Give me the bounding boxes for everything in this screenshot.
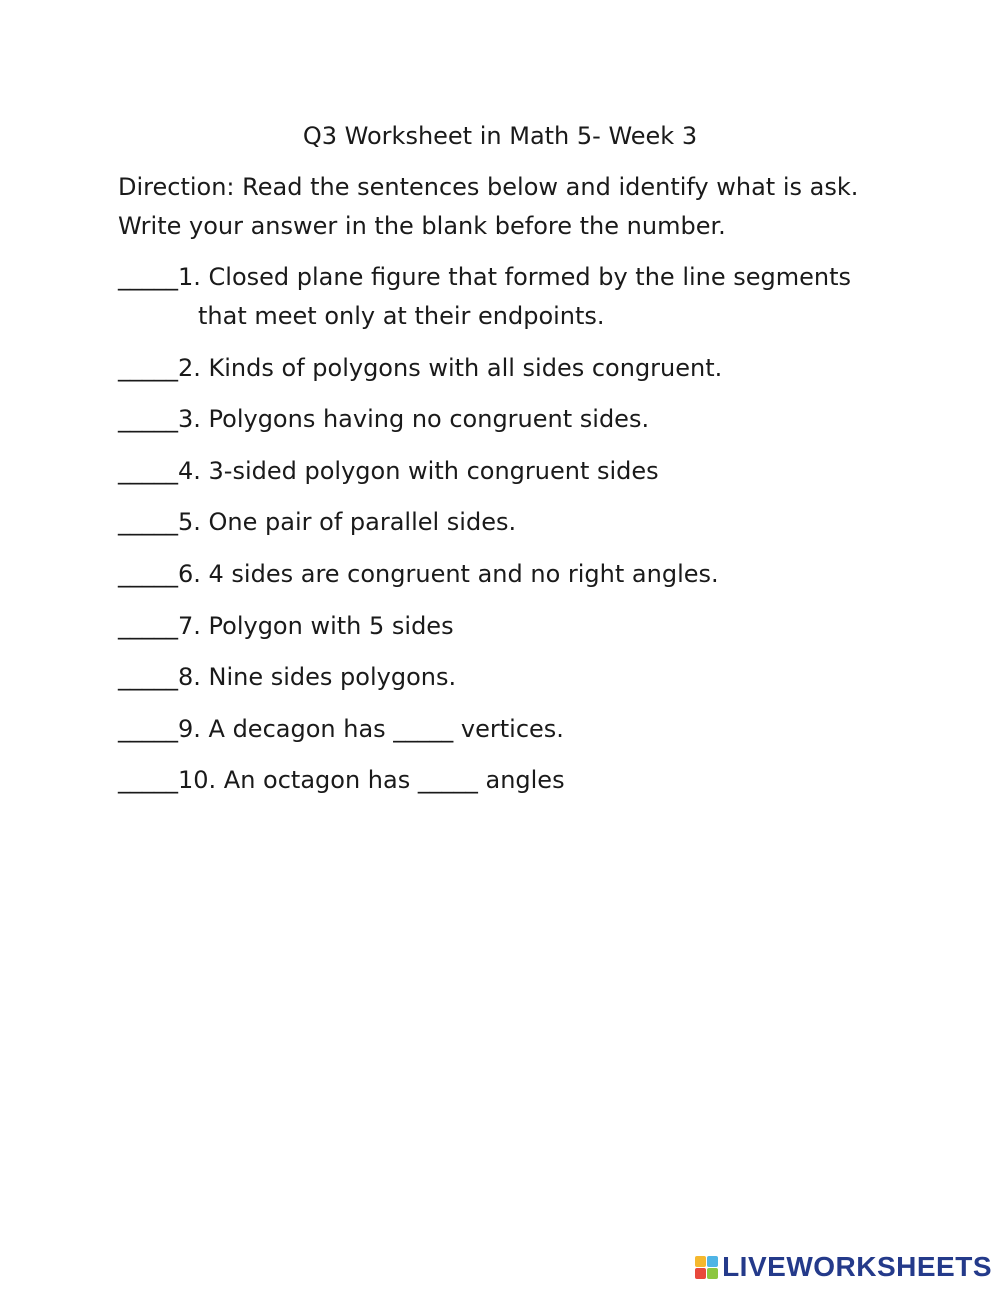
- directions-line-2: Write your answer in the blank before the number.: [118, 212, 726, 240]
- directions: [118, 168, 938, 246]
- question-text: _____1. Closed plane figure that formed by the line segments: [118, 263, 852, 291]
- question-text: _____8. Nine sides polygons.: [118, 663, 457, 692]
- question-5: [118, 503, 938, 542]
- question-text: _____5. One pair of parallel sides.: [118, 508, 517, 537]
- logo-text: LIVEWORKSHEETS: [722, 1251, 992, 1282]
- logo-block: [707, 1268, 718, 1279]
- directions-line-1: Direction: Read the sentences below and identify what is ask.: [118, 173, 859, 201]
- logo-block: [695, 1268, 706, 1279]
- question-1: [118, 258, 938, 336]
- page-title: Q3 Worksheet in Math 5- Week 3: [302, 122, 698, 150]
- question-6: [118, 555, 938, 594]
- question-9: [118, 710, 938, 749]
- question-10: [118, 761, 938, 800]
- question-text: _____2. Kinds of polygons with all sides congruent.: [118, 353, 723, 382]
- logo-blocks-icon: [695, 1256, 718, 1279]
- question-4: [118, 452, 938, 491]
- question-text: _____4. 3-sided polygon with congruent sides: [118, 456, 659, 485]
- logo-block: [707, 1256, 718, 1267]
- logo-block: [695, 1256, 706, 1267]
- question-continuation: that meet only at their endpoints.: [198, 302, 605, 330]
- question-text: _____3. Polygons having no congruent sides.: [118, 405, 650, 434]
- question-text: _____9. A decagon has _____ vertices.: [118, 714, 564, 743]
- liveworksheets-logo: [695, 1253, 992, 1281]
- question-list: [118, 258, 938, 813]
- question-3: [118, 400, 938, 439]
- question-7: [118, 607, 938, 646]
- question-2: [118, 349, 938, 388]
- question-text: _____6. 4 sides are congruent and no right angles.: [118, 559, 719, 588]
- question-text: _____7. Polygon with 5 sides: [118, 611, 454, 640]
- question-8: [118, 658, 938, 697]
- question-text: _____10. An octagon has _____ angles: [118, 766, 565, 795]
